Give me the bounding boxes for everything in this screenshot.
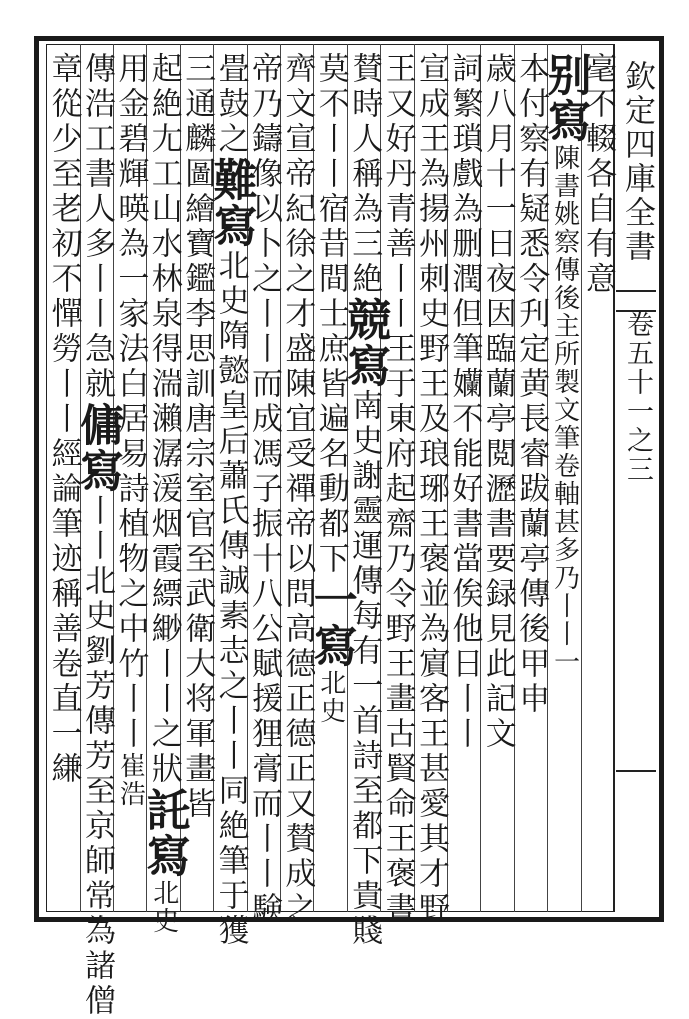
body-text: 宣成王為揚州刺史野王及琅琊王褒並為賔客王甚愛其才野 [412,52,449,927]
body-text: 章從少至老初不憚勞 [45,52,82,367]
body-text: 毫不輟各 [579,52,616,192]
margin-rule [616,770,656,772]
body-text: 北史隋懿皇后蕭氏傳誠素志之丨丨同絶筆于獲 [212,249,249,949]
annotation-text: 陳書姚察傳後主所製文筆卷軸甚多乃丨丨一 [549,144,580,676]
body-text: 丨丨經論筆迹稱善卷直一縑 [45,367,82,787]
body-text: 傳浩工書人多丨丨急就 [78,52,115,402]
body-text: 三通 [179,52,216,122]
book-title: 欽定四庫全書 [619,60,655,264]
body-text: 齊文宣帝紀徐之才盛陳宜受禪帝以問高德正德正又賛成之 [279,52,316,927]
body-text: 王又好丹青善丨丨王于東府起齋乃令野王畫古賢命王褒書 [379,52,416,927]
body-text: 麟圖繪寶鑑李思訓唐宗室官至武衛大将軍畫皆 [179,122,216,822]
text-column [40,52,85,904]
body-text: 丨丨北史劉芳傳芳至京師常為諸僧 [78,494,115,1019]
body-text: 為三絶 [346,192,383,297]
body-text: 賛時人稱 [346,52,383,192]
volume-label: 卷五十一之三 [622,310,653,484]
body-text: 詞繁瑣戲為删潤但筆孏不能好書當俟他日丨丨 [446,52,483,752]
entry-heading: 一寫 [305,577,357,669]
fishtail-mark [616,290,656,312]
entry-heading: 傭寫 [71,402,123,494]
annotation-text: 北史 [148,879,179,935]
entry-heading: 競寫 [339,297,391,389]
entry-heading: 别寫 [539,52,591,144]
annotation-text: 崔浩 [115,752,146,808]
body-text: 歳八月十一日夜因臨蘭亭閲瀝書要録見此記文 [479,52,516,752]
body-text: 自有意 [579,192,616,297]
entry-heading: 託寫 [138,787,190,879]
body-text: 用金碧輝暎為一家法白居易詩植物之中竹丨丨 [112,52,149,752]
body-text: 本付察有疑悉令刋定黄長睿跋蘭亭傳後甲申 [513,52,550,717]
body-text: 畳鼓之 [212,52,249,157]
entry-heading: 難寫 [205,157,257,249]
body-text: 莫不丨丨宿昔間士庶皆遍名動都下 [312,52,349,577]
body-text: 起絶尢工山水林泉得湍瀨潺湲烟霞縹緲丨丨之狀 [145,52,182,787]
body-text: 帝乃鑄像以卜之丨丨而成馮子振十八公賦援狸膏而丨丨験 [245,52,282,927]
annotation-text: 北史 [315,669,346,725]
body-text: 南史謝靈運傳每有一首詩至都下貴賤 [346,389,383,949]
